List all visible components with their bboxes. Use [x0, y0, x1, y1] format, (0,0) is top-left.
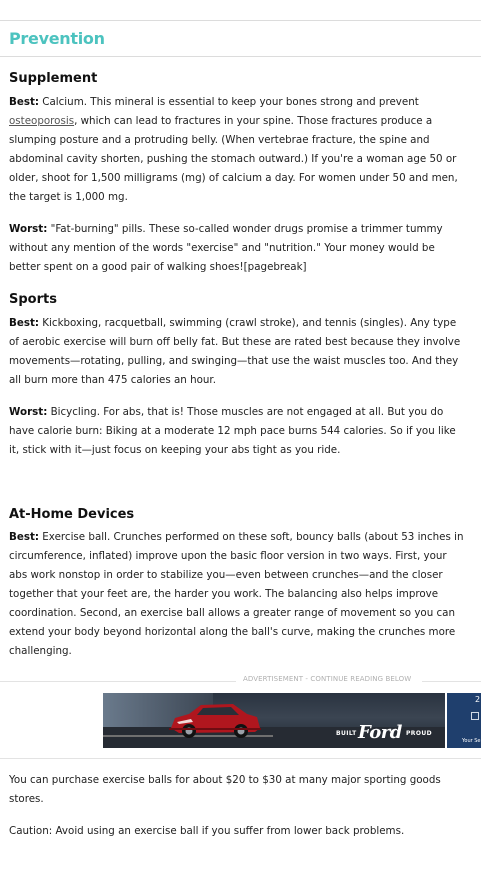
caution-paragraph: Caution: Avoid using an exercise ball if you suffer from lower back problems.: [9, 825, 405, 837]
purchase-paragraph: You can purchase exercise balls for about $20 to $30 at many major sporting goods stores.: [9, 774, 441, 805]
top-divider: [0, 20, 481, 21]
ad-side-panel: [445, 693, 481, 748]
home-devices-heading: At-Home Devices: [9, 507, 135, 522]
proud-text: PROUD: [406, 730, 432, 737]
sports-worst-paragraph: [9, 403, 464, 460]
osteoporosis-link[interactable]: osteoporosis: [9, 115, 75, 127]
best-label: Best:: [9, 531, 40, 543]
supplement-best-paragraph: [9, 93, 464, 207]
section-divider: [0, 56, 481, 57]
best-label: Best:: [9, 96, 40, 108]
worst-text: Bicycling. For abs, that is! Those muscles are not engaged at all. But you do have calorie burn: Biking at a moderate 12 mph pace burns 544 calories. So if you like it, stick with it—just focus on keeping your abs tight as you ride.: [9, 406, 456, 456]
best-label: Best:: [9, 317, 40, 329]
ford-ad-banner[interactable]: [103, 693, 481, 748]
ad-panel-box: [471, 712, 479, 720]
best-text-cont: , which can lead to fractures in your spine. Those fractures produce a slumping posture and a protruding belly. (When vertebrae fracture, the spine and abdominal cavity shorten, pushing the stomach outward.) If you're a woman age 50 or older, shoot for 1,500 milligrams (mg) of calcium a day. For women under 50 and men, the target is 1,000 mg.: [9, 115, 458, 203]
home-best-paragraph: [9, 528, 464, 661]
best-text: Exercise ball. Crunches performed on these soft, bouncy balls (about 53 inches in circumference, inflated) improve upon the basic floor version in two ways. First, your abs work nonstop in order to stabilize you—even between crunches—and the closer together that your feet are, the harder you work. The balancing also helps improve coordination. Second, an exercise ball allows a greater range of movement so you can extend your body beyond horizontal along the ball's curve, making the crunches more challenging.: [9, 531, 464, 657]
ad-bottom-divider: [0, 758, 481, 759]
car-image: [167, 700, 263, 740]
worst-text: "Fat-burning" pills. These so-called wonder drugs promise a trimmer tummy without any mention of the words "exercise" and "nutrition." Your money would be better spent on a good pair of walking shoes![pagebreak]: [9, 223, 443, 273]
ad-label: ADVERTISEMENT - CONTINUE READING BELOW: [243, 675, 412, 683]
worst-label: Worst:: [9, 223, 48, 235]
supplement-worst-paragraph: [9, 220, 464, 277]
worst-label: Worst:: [9, 406, 48, 418]
best-text: Calcium. This mineral is essential to keep your bones strong and prevent: [39, 96, 419, 108]
sports-best-paragraph: [9, 314, 464, 390]
best-text: Kickboxing, racquetball, swimming (crawl stroke), and tennis (singles). Any type of aerobic exercise will burn off belly fat. But these are rated best because they involve movements—rotating, pulling, and swinging—that use the waist muscles too. And they all burn more than 475 calories an hour.: [9, 317, 461, 386]
sports-heading: Sports: [9, 292, 57, 307]
ford-wordmark: Ford: [358, 722, 402, 743]
ad-panel-number: 2: [475, 695, 481, 704]
supplement-heading: Supplement: [9, 71, 98, 86]
ad-label-row: [0, 675, 481, 687]
ad-panel-caption: Your Se: [462, 738, 481, 744]
built-text: BUILT: [336, 730, 357, 737]
section-title: Prevention: [9, 29, 105, 48]
ad-rule-left: [0, 681, 236, 682]
ad-rule-right: [422, 681, 481, 682]
ford-logo: [336, 721, 431, 743]
